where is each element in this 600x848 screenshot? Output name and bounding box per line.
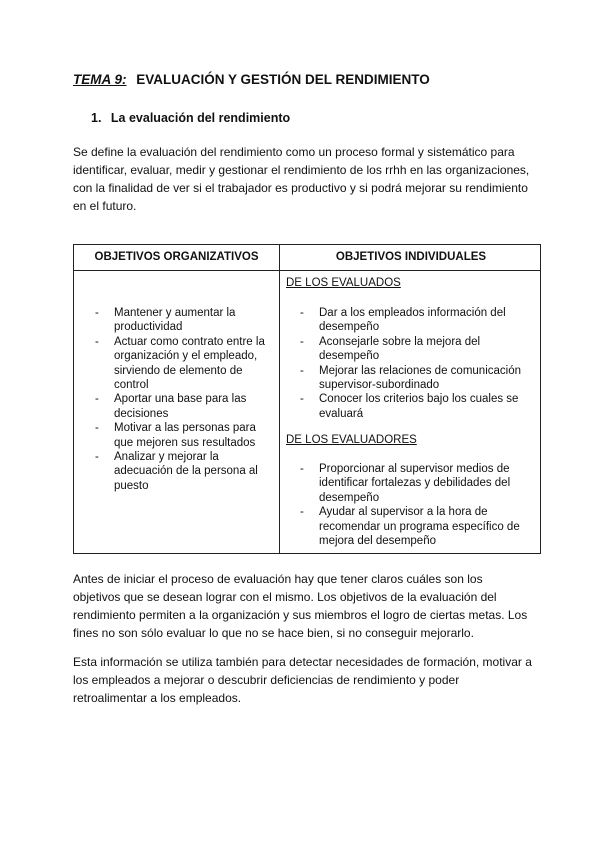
evaluados-heading: DE LOS EVALUADOS <box>286 277 401 289</box>
table-header-divider <box>74 270 540 271</box>
section-heading <box>91 111 290 125</box>
tema-label: TEMA 9: <box>73 72 127 87</box>
list-item: - Mantener y aumentar la productividad <box>95 306 273 335</box>
section-number: 1. <box>91 111 102 125</box>
tema-title: EVALUACIÓN Y GESTIÓN DEL RENDIMIENTO <box>136 72 430 87</box>
objectives-paragraph: Antes de iniciar el proceso de evaluación hay que tener claros cuáles son los objetivos que se desean lograr con el mismo. Los objetivos de la evaluación del rendimiento permiten a la organización y sus miembros el logro de ciertas metas. Los fines no son sólo evaluar lo que no se hace bien, si no conseguir mejorarlo. <box>73 572 528 640</box>
objectives-table <box>73 244 541 554</box>
evaluadores-list <box>300 462 536 548</box>
section-title: La evaluación del rendimiento <box>110 111 291 125</box>
list-item: - Aportar una base para las decisiones <box>95 392 273 421</box>
table-column-divider <box>279 245 280 553</box>
evaluadores-heading: DE LOS EVALUADORES <box>286 434 417 446</box>
intro-paragraph: Se define la evaluación del rendimiento como un proceso formal y sistemático para identificar, evaluar, medir y gestionar el rendimiento de los rrhh en las organizaciones, con la finalidad de ver si el trabajador es productivo y si podrá mejorar su rendimiento en el futuro. <box>73 145 530 213</box>
list-item: - Ayudar al supervisor a la hora de recomendar un programa específico de mejora del desempeño <box>300 505 536 548</box>
header-organizativos: OBJETIVOS ORGANIZATIVOS <box>94 251 259 263</box>
list-item: - Aconsejarle sobre la mejora del desempeño <box>300 335 536 364</box>
organizativos-list <box>95 306 273 493</box>
list-item: - Mejorar las relaciones de comunicación supervisor-subordinado <box>300 364 536 393</box>
information-paragraph: Esta información se utiliza también para detectar necesidades de formación, motivar a los empleados a mejorar o descubrir deficiencias de rendimiento y poder retroalimentar a los empleados. <box>73 655 532 705</box>
list-item: - Analizar y mejorar la adecuación de la persona al puesto <box>95 450 273 493</box>
list-item: - Proporcionar al supervisor medios de identificar fortalezas y debilidades del desempeño <box>300 462 536 505</box>
header-individuales: OBJETIVOS INDIVIDUALES <box>335 251 487 263</box>
list-item: - Dar a los empleados información del desempeño <box>300 306 536 335</box>
list-item: - Conocer los criterios bajo los cuales se evaluará <box>300 392 536 421</box>
document-title <box>73 72 430 87</box>
list-item: - Motivar a las personas para que mejoren sus resultados <box>95 421 273 450</box>
evaluados-list <box>300 306 536 421</box>
list-item: - Actuar como contrato entre la organización y el empleado, sirviendo de elemento de control <box>95 335 273 393</box>
